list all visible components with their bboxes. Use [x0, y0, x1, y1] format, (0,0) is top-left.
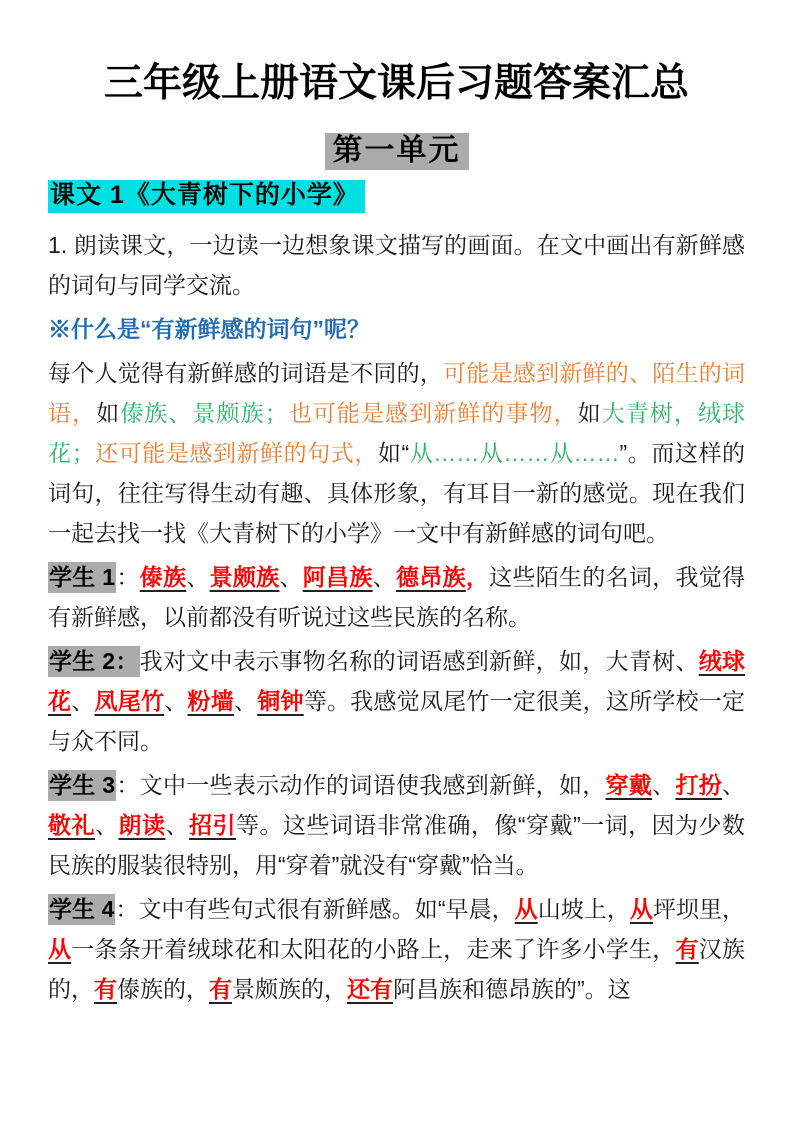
text-run-black: 这些陌生的名词，我觉得有新鲜感，以前都没有听说过这些民族的名称。	[48, 563, 746, 630]
text-run-black: 如	[577, 399, 602, 426]
text-run-black: 傣族的，	[117, 975, 209, 1002]
text-run-redu: 德昂族	[395, 563, 466, 590]
text-run-black: 、	[186, 563, 210, 590]
text-run-black: 、	[372, 563, 396, 590]
paragraph-student-1	[48, 557, 745, 637]
text-run-redu: 从	[514, 895, 538, 922]
text-run-black: 、	[233, 687, 258, 714]
text-run-black: 山坡上，	[537, 895, 630, 922]
text-run-redu: 景颇族	[209, 563, 280, 590]
text-run-black: ：	[116, 563, 140, 590]
text-run-green: 大青树，绒球花；	[48, 399, 746, 466]
text-run-black: 、	[652, 771, 676, 798]
lesson-heading-row	[48, 180, 745, 213]
text-run-red: ，	[465, 563, 490, 590]
text-run-black: 等。我感觉凤尾竹一定很美，这所学校一定与众不同。	[48, 687, 746, 754]
text-run-redu: 有	[94, 975, 117, 1002]
document-body	[48, 225, 745, 1009]
text-run-black: 等。这些词语非常准确，像“穿戴”一词，因为少数民族的服装很特别，用“穿着”就没有“穿戴”恰当。	[48, 811, 746, 878]
text-run-black: 如“	[377, 439, 410, 466]
text-run-redu: 傣族	[139, 563, 187, 590]
text-run-orange: 可能是感到新鲜的、陌生的词语，	[48, 359, 746, 426]
lesson-heading: 课文 1《大青树下的小学》	[48, 180, 365, 213]
text-run-hl: 学生 1	[48, 562, 116, 593]
paragraph-student-3	[48, 765, 745, 885]
text-run-redu: 从	[629, 895, 653, 922]
text-run-black: 一条条开着绒球花和太阳花的小路上，走来了许多小学生，	[71, 935, 676, 962]
text-run-redu: 铜钟	[257, 687, 304, 714]
text-run-redu: 阿昌族	[302, 563, 373, 590]
text-run-hl: 学生 2：	[48, 646, 140, 677]
unit-heading-row	[48, 133, 745, 170]
text-run-black: 如	[96, 399, 121, 426]
paragraph-question-1	[48, 225, 745, 305]
text-run-green: 傣族、景颇族；	[120, 399, 288, 426]
text-run-redu: 穿戴	[605, 771, 653, 798]
text-run-black: ”。而这样的词句，往往写得生动有趣、具体形象，有耳目一新的感觉。现在我们一起去找一找《大青树下的小学》一文中有新鲜感的词句吧。	[48, 439, 746, 546]
text-run-black: 、	[94, 811, 119, 838]
text-run-green: 从……从……从……	[409, 439, 620, 466]
text-run-redu: 粉墙	[187, 687, 234, 714]
text-run-black: 、	[722, 771, 746, 798]
text-run-redu: 打扮	[675, 771, 723, 798]
text-run-redu: 朗读	[118, 811, 166, 838]
text-run-black: 、	[164, 687, 188, 714]
text-run-black: ：文中一些表示动作的词语使我感到新鲜，如，	[116, 771, 606, 798]
text-run-redu: 还有	[347, 975, 393, 1002]
unit-heading: 第一单元	[325, 133, 469, 170]
text-run-redu: 从	[48, 935, 72, 962]
text-run-black: 、	[279, 563, 303, 590]
text-run-redu: 有	[675, 935, 699, 962]
text-run-black: 、	[71, 687, 95, 714]
text-run-blue: ※什么是“有新鲜感的词句”呢？	[48, 315, 370, 342]
text-run-orange: 也可能是感到新鲜的事物，	[287, 399, 578, 426]
text-run-redu: 招引	[188, 811, 236, 838]
paragraph-student-2	[48, 641, 745, 761]
text-run-redu: 绒球花	[48, 647, 746, 714]
text-run-black: ：文中有些句式很有新鲜感。如“早晨，	[115, 895, 515, 922]
text-run-black: 我对文中表示事物名称的词语感到新鲜，如，大青树、	[139, 647, 699, 674]
text-run-black: 每个人觉得有新鲜感的词语是不同的，	[48, 359, 444, 386]
text-run-redu: 凤尾竹	[94, 687, 165, 714]
paragraph-explanation	[48, 353, 745, 553]
text-run-orange: 还可能是感到新鲜的句式，	[94, 439, 378, 466]
text-run-hl: 学生 4	[48, 894, 115, 925]
text-run-black: 坪坝里，	[652, 895, 746, 922]
text-run-black: 景颇族的，	[232, 975, 347, 1002]
text-run-black: 、	[165, 811, 189, 838]
text-run-black: 1. 朗读课文，一边读一边想象课文描写的画面。在文中画出有新鲜感的词句与同学交流。	[48, 231, 745, 298]
text-run-black: 汉族的，	[48, 935, 746, 1002]
text-run-hl: 学生 3	[48, 770, 116, 801]
text-run-black: 阿昌族和德昂族的”。这	[393, 975, 631, 1002]
paragraph-note-heading	[48, 309, 745, 349]
page-title: 三年级上册语文课后习题答案汇总	[103, 62, 689, 105]
text-run-redu: 敬礼	[48, 811, 95, 838]
paragraph-student-4	[48, 889, 745, 1009]
text-run-redu: 有	[209, 975, 232, 1002]
